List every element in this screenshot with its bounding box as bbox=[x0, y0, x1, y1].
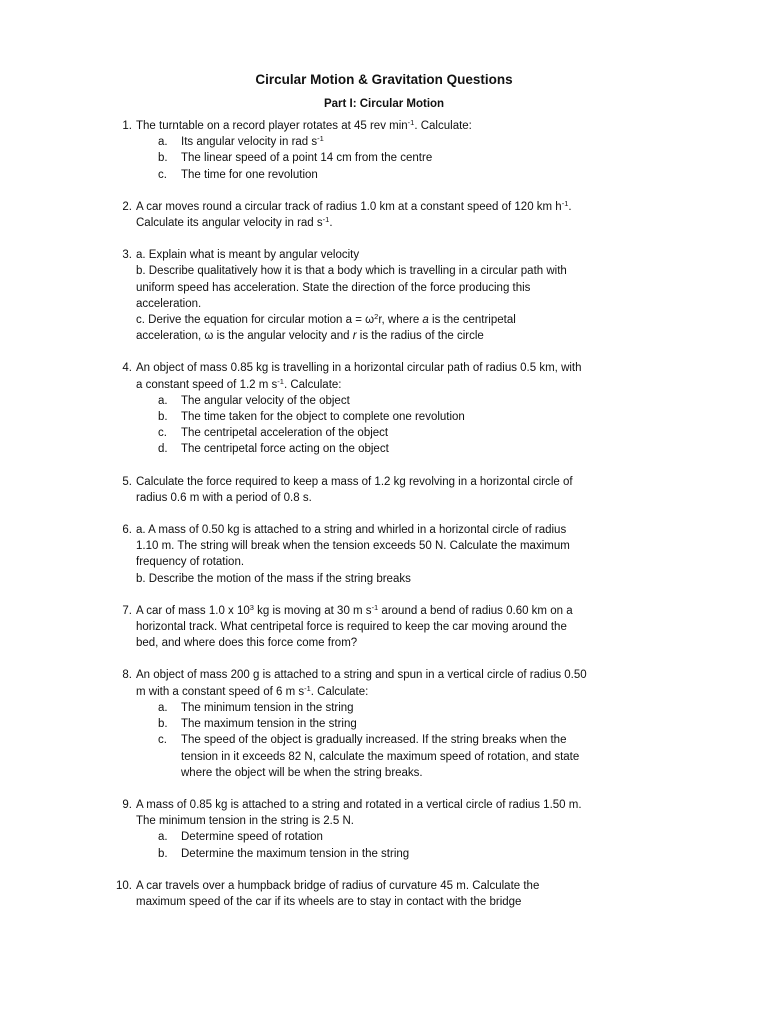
text-run: . bbox=[329, 217, 333, 230]
text-run: kg is moving at 30 m s bbox=[253, 604, 372, 617]
question-text-line bbox=[136, 522, 682, 538]
text-run: uniform speed has acceleration. State the direction of the force producing this bbox=[136, 281, 531, 294]
question-number: 7. bbox=[122, 604, 132, 617]
document-title: Circular Motion & Gravitation Questions bbox=[255, 72, 513, 87]
sub-question bbox=[136, 441, 682, 457]
question-number: 8. bbox=[122, 669, 132, 682]
text-run: acceleration. bbox=[136, 297, 202, 310]
sub-question-label: a. bbox=[158, 394, 168, 407]
text-run: . Calculate: bbox=[414, 120, 472, 132]
sub-question-label: a. bbox=[158, 831, 168, 844]
text-run: around a bend of radius 0.60 km on a bbox=[378, 604, 573, 617]
sub-question bbox=[136, 732, 682, 748]
text-run: The centripetal acceleration of the object bbox=[181, 427, 389, 440]
question-text-line bbox=[136, 554, 682, 570]
text-run: Its angular velocity in rad s bbox=[181, 136, 318, 149]
sub-question-label: c. bbox=[158, 734, 167, 747]
question-number: 5. bbox=[122, 475, 132, 488]
sub-question bbox=[136, 150, 682, 166]
text-run: The angular velocity of the object bbox=[181, 394, 350, 407]
question-text-line bbox=[136, 328, 682, 344]
question-number: 3. bbox=[122, 249, 132, 262]
variable: r bbox=[352, 330, 357, 343]
text-run: bed, and where does this force come from? bbox=[136, 637, 358, 650]
question-5 bbox=[116, 474, 682, 506]
sub-question-label: b. bbox=[158, 152, 168, 165]
text-run: a. A mass of 0.50 kg is attached to a string and whirled in a horizontal circle of radius bbox=[136, 524, 567, 537]
text-run: Determine speed of rotation bbox=[181, 831, 323, 844]
text-run: frequency of rotation. bbox=[136, 556, 245, 569]
text-run: The speed of the object is gradually increased. If the string breaks when the bbox=[181, 734, 567, 747]
question-text-line bbox=[136, 360, 682, 376]
question-text-line bbox=[136, 619, 682, 635]
text-run: b. Describe qualitatively how it is that a body which is travelling in a circular path with bbox=[136, 265, 567, 278]
question-text-line bbox=[136, 571, 682, 587]
question-number: 4. bbox=[122, 362, 132, 375]
superscript: -1 bbox=[371, 602, 379, 612]
text-run: . bbox=[568, 200, 572, 213]
text-run: . Calculate: bbox=[283, 378, 342, 391]
sub-question bbox=[136, 716, 682, 732]
superscript: 2 bbox=[374, 312, 379, 322]
text-run: A car travels over a humpback bridge of radius of curvature 45 m. Calculate the bbox=[136, 879, 540, 892]
text-run: The minimum tension in the string bbox=[181, 701, 354, 714]
text-run: a. Explain what is meant by angular velocity bbox=[136, 249, 360, 262]
sub-question-label: c. bbox=[158, 427, 167, 440]
question-text-line bbox=[136, 474, 682, 490]
question-text-line bbox=[136, 813, 682, 829]
question-number: 2. bbox=[122, 200, 132, 213]
question-1 bbox=[116, 118, 682, 183]
text-run: Calculate the force required to keep a mass of 1.2 kg revolving in a horizontal circle of bbox=[136, 475, 573, 488]
text-run: A car of mass 1.0 x 10 bbox=[136, 604, 250, 617]
sub-question-label: b. bbox=[158, 847, 168, 860]
sub-question-label: c. bbox=[158, 168, 167, 181]
sub-question-label: a. bbox=[158, 136, 168, 149]
question-text-line bbox=[136, 603, 682, 619]
superscript: 3 bbox=[249, 602, 254, 612]
text-run: c. Derive the equation for circular motion a = ω bbox=[136, 314, 375, 327]
variable: a bbox=[422, 314, 429, 327]
text-run: Determine the maximum tension in the string bbox=[181, 847, 410, 860]
text-run: is the radius of the circle bbox=[356, 330, 484, 343]
text-run: The time for one revolution bbox=[181, 168, 318, 181]
text-run: m with a constant speed of 6 m s bbox=[136, 685, 305, 698]
text-run: A mass of 0.85 kg is attached to a string and rotated in a vertical circle of radius 1.50 m. bbox=[136, 798, 582, 811]
text-run: where the object will be when the string breaks. bbox=[181, 766, 423, 779]
question-text-line bbox=[136, 797, 682, 813]
question-10 bbox=[116, 878, 682, 910]
question-text-line bbox=[136, 118, 682, 134]
question-text-line bbox=[136, 247, 682, 263]
sub-question bbox=[136, 749, 682, 765]
text-run: The time taken for the object to complete one revolution bbox=[181, 411, 465, 424]
superscript: -1 bbox=[407, 118, 415, 127]
sub-question-label: b. bbox=[158, 718, 168, 731]
text-run: r, where bbox=[378, 314, 423, 327]
text-run: acceleration, ω is the angular velocity and bbox=[136, 330, 353, 343]
sub-question bbox=[136, 425, 682, 441]
text-run: horizontal track. What centripetal force is required to keep the car moving around the bbox=[136, 621, 567, 634]
question-text-line bbox=[136, 377, 682, 393]
question-4 bbox=[116, 360, 682, 457]
question-text-line bbox=[136, 894, 682, 910]
text-run: An object of mass 200 g is attached to a string and spun in a vertical circle of radius 0.50 bbox=[136, 669, 587, 682]
text-run: The maximum tension in the string bbox=[181, 718, 357, 731]
sub-question bbox=[136, 700, 682, 716]
text-run: The centripetal force acting on the object bbox=[181, 443, 389, 456]
question-9 bbox=[116, 797, 682, 862]
sub-question-list bbox=[136, 700, 682, 781]
sub-question bbox=[136, 134, 682, 150]
part-heading: Part I: Circular Motion bbox=[323, 98, 445, 110]
question-text-line bbox=[136, 667, 682, 683]
question-2 bbox=[116, 199, 682, 231]
text-run: The linear speed of a point 14 cm from the centre bbox=[181, 152, 433, 165]
sub-question bbox=[136, 167, 682, 183]
sub-question-list bbox=[136, 134, 682, 183]
sub-question-label: d. bbox=[158, 443, 168, 456]
question-number: 6. bbox=[122, 524, 132, 537]
text-run: radius 0.6 m with a period of 0.8 s. bbox=[136, 491, 312, 504]
question-text-line bbox=[136, 263, 682, 279]
sub-question-label: b. bbox=[158, 411, 168, 424]
question-number: 10. bbox=[116, 879, 132, 892]
superscript: -1 bbox=[277, 376, 284, 386]
text-run: The minimum tension in the string is 2.5 N. bbox=[136, 815, 354, 828]
question-text-line bbox=[136, 215, 682, 231]
text-run: tension in it exceeds 82 N, calculate the maximum speed of rotation, and state bbox=[181, 750, 580, 763]
superscript: -1 bbox=[317, 134, 324, 144]
question-8 bbox=[116, 667, 682, 780]
question-text-line bbox=[136, 538, 682, 554]
text-run: b. Describe the motion of the mass if the string breaks bbox=[136, 572, 411, 585]
question-number: 9. bbox=[122, 798, 132, 811]
text-run: a constant speed of 1.2 m s bbox=[136, 378, 278, 391]
superscript: -1 bbox=[561, 198, 569, 208]
sub-question-list bbox=[136, 829, 682, 861]
question-text-line bbox=[136, 312, 682, 328]
sub-question bbox=[136, 829, 682, 845]
question-number: 1. bbox=[122, 120, 132, 132]
sub-question-list bbox=[136, 393, 682, 458]
superscript: -1 bbox=[322, 215, 330, 225]
text-run: maximum speed of the car if its wheels are to stay in contact with the bridge bbox=[136, 895, 522, 908]
question-text-line bbox=[136, 280, 682, 296]
text-run: . Calculate: bbox=[310, 685, 369, 698]
question-list bbox=[116, 118, 682, 910]
question-7 bbox=[116, 603, 682, 652]
question-6 bbox=[116, 522, 682, 587]
text-run: is the centripetal bbox=[428, 314, 516, 327]
question-text-line bbox=[136, 684, 682, 700]
text-run: Calculate its angular velocity in rad s bbox=[136, 217, 323, 230]
sub-question bbox=[136, 393, 682, 409]
sub-question-label: a. bbox=[158, 701, 168, 714]
sub-question bbox=[136, 765, 682, 781]
question-text-line bbox=[136, 490, 682, 506]
text-run: 1.10 m. The string will break when the tension exceeds 50 N. Calculate the maximum bbox=[136, 540, 570, 553]
text-run: A car moves round a circular track of radius 1.0 km at a constant speed of 120 km h bbox=[136, 200, 562, 213]
question-text-line bbox=[136, 635, 682, 651]
sub-question bbox=[136, 409, 682, 425]
superscript: -1 bbox=[304, 683, 311, 693]
question-3 bbox=[116, 247, 682, 344]
question-text-line bbox=[136, 199, 682, 215]
question-text-line bbox=[136, 878, 682, 894]
text-run: The turntable on a record player rotates at 45 rev min bbox=[136, 120, 408, 132]
sub-question bbox=[136, 846, 682, 862]
text-run: An object of mass 0.85 kg is travelling in a horizontal circular path of radius 0.5 km, with bbox=[136, 362, 582, 375]
question-text-line bbox=[136, 296, 682, 312]
